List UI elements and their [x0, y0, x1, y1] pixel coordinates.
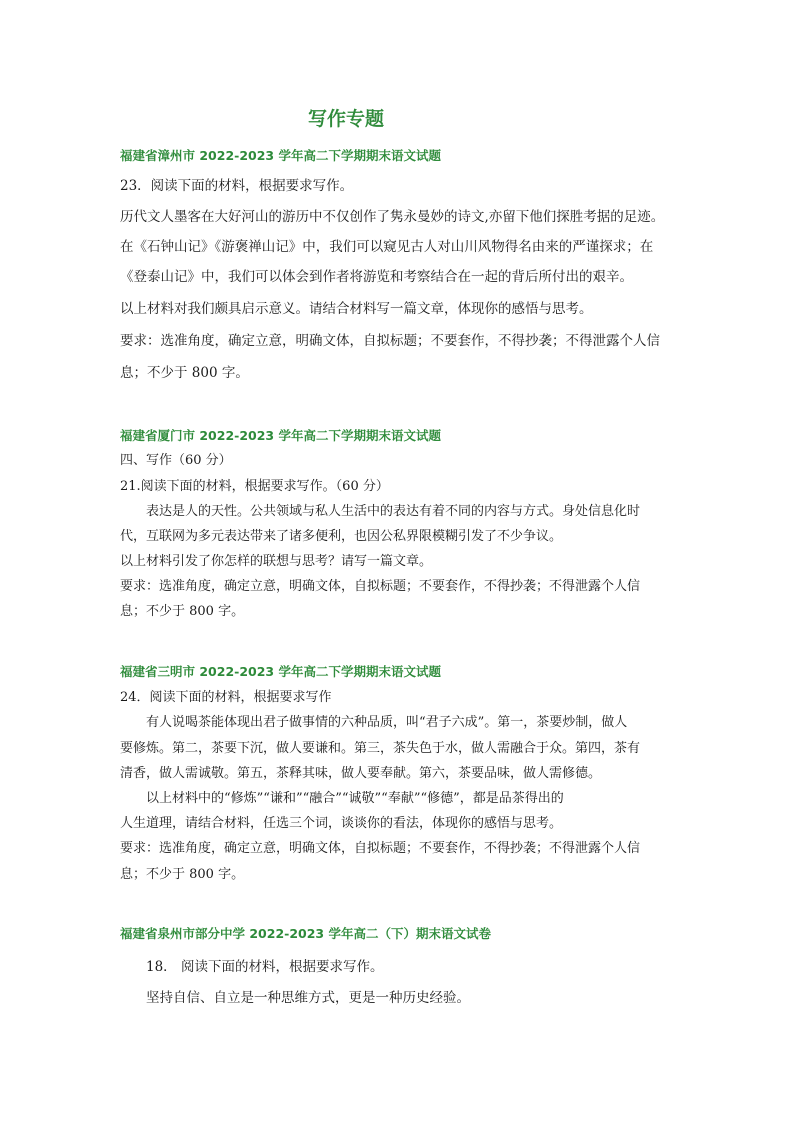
s1-line-7: 息；不少于 800 字。	[120, 365, 249, 381]
s3-line-2: 有人说喝茶能体现出君子做事情的六种品质，叫“君子六成”。第一，茶要炒制，做人	[146, 715, 628, 730]
s4-line-1: 18． 阅读下面的材料，根据要求写作。	[146, 959, 384, 975]
page-title: 写作专题	[307, 108, 384, 130]
s2-line-2: 21.阅读下面的材料，根据要求写作。（60 分）	[120, 479, 389, 494]
section-1-source: 福建省漳州市 2022-2023 学年高二下学期期末语文试题	[120, 148, 441, 163]
section-4-source: 福建省泉州市部分中学 2022-2023 学年高二（下）期末语文试卷	[120, 926, 491, 941]
s3-line-7: 要求：选准角度，确定立意，明确文体，自拟标题；不要套作，不得抄袭；不得泄露个人信	[120, 841, 641, 856]
s2-line-3: 表达是人的天性。公共领域与私人生活中的表达有着不同的内容与方式。身处信息化时	[146, 504, 641, 519]
s2-line-4: 代，互联网为多元表达带来了诸多便利，也因公私界限模糊引发了不少争议。	[120, 529, 563, 544]
s3-line-1: 24．阅读下面的材料，根据要求写作	[120, 690, 332, 705]
s4-line-2: 坚持自信、自立是一种思维方式，更是一种历史经验。	[146, 990, 470, 1006]
section-2-source: 福建省厦门市 2022-2023 学年高二下学期期末语文试题	[120, 428, 441, 443]
s1-line-1: 23．阅读下面的材料，根据要求写作。	[120, 178, 354, 194]
s2-line-6: 要求：选准角度，确定立意，明确文体，自拟标题；不要套作，不得抄袭；不得泄露个人信	[120, 579, 641, 594]
s2-line-7: 息；不少于 800 字。	[120, 604, 245, 619]
s3-line-8: 息；不少于 800 字。	[120, 867, 245, 882]
s1-line-5: 以上材料对我们颇具启示意义。请结合材料写一篇文章，体现你的感悟与思考。	[120, 301, 593, 317]
s2-line-1: 四、写作（60 分）	[120, 453, 232, 468]
s1-line-2: 历代文人墨客在大好河山的游历中不仅创作了隽永曼妙的诗文,亦留下他们探胜考据的足迹。	[120, 209, 665, 225]
s3-line-6: 人生道理，请结合材料，任选三个词，谈谈你的看法，体现你的感悟与思考。	[120, 816, 563, 831]
s2-line-5: 以上材料引发了你怎样的联想与思考？请写一篇文章。	[120, 554, 433, 569]
s3-line-4: 清香，做人需诚敬。第五，茶释其味，做人要奉献。第六，茶要品味，做人需修德。	[120, 766, 602, 781]
s3-line-3: 要修炼。第二，茶要下沉，做人要谦和。第三，茶失色于水，做人需融合于众。第四，茶有	[120, 741, 641, 756]
s1-line-4: 《登泰山记》中，我们可以体会到作者将游览和考察结合在一起的背后所付出的艰辛。	[120, 269, 633, 285]
s1-line-3: 在《石钟山记》《游褒禅山记》中，我们可以窥见古人对山川风物得名由来的严谨探求；在	[120, 239, 654, 255]
section-3-source: 福建省三明市 2022-2023 学年高二下学期期末语文试题	[120, 664, 441, 679]
s1-line-6: 要求：选准角度，确定立意，明确文体，自拟标题；不要套作，不得抄袭；不得泄露个人信	[120, 333, 660, 349]
s3-line-5: 以上材料中的“修炼”“谦和”“融合”“诚敬”“奉献”“修德”，都是品茶得出的	[146, 791, 564, 806]
